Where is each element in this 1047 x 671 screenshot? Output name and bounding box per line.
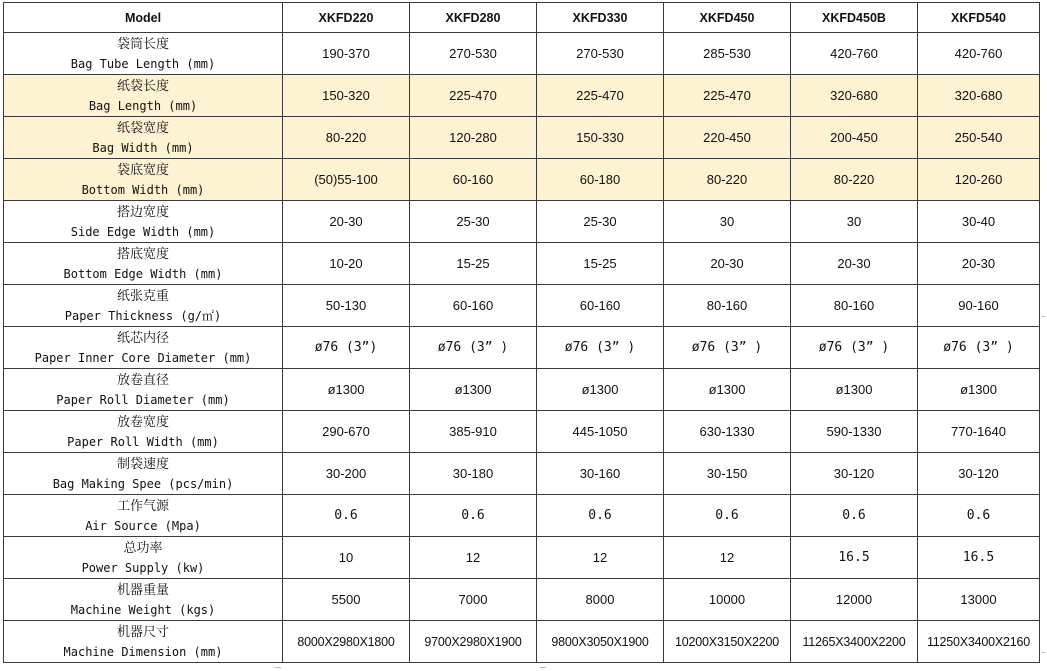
row-label-en: Bottom Edge Width (mm): [63, 266, 223, 281]
model-col-header: XKFD540: [918, 3, 1040, 33]
table-cell: ø1300: [283, 369, 410, 411]
table-cell: ø1300: [410, 369, 537, 411]
table-row: [4, 579, 1040, 621]
table-cell: 320-680: [791, 75, 918, 117]
table-cell: 60-160: [410, 285, 537, 327]
row-label-en: Air Source (Mpa): [85, 518, 201, 533]
table-cell: 13000: [918, 579, 1040, 621]
table-cell: 80-220: [664, 159, 791, 201]
row-label-zh: 搭底宽度: [116, 246, 169, 262]
table-cell: 225-470: [410, 75, 537, 117]
row-label-zh: 搭边宽度: [116, 204, 169, 220]
table-row: [4, 327, 1040, 369]
model-col-header: XKFD450B: [791, 3, 918, 33]
table-cell: 385-910: [410, 411, 537, 453]
row-label-en: Paper Roll Width (mm): [67, 434, 219, 449]
row-label-zh: 放卷宽度: [116, 414, 169, 430]
table-cell: 200-450: [791, 117, 918, 159]
row-label-zh: 工作气源: [116, 498, 169, 514]
table-cell: 770-1640: [918, 411, 1040, 453]
table-row: [4, 495, 1040, 537]
table-cell: ø76 (3” ): [791, 327, 918, 369]
table-cell: 0.6: [283, 495, 410, 537]
table-row: [4, 201, 1040, 243]
table-cell: 15-25: [410, 243, 537, 285]
table-cell: ø76 (3”): [283, 327, 410, 369]
table-cell: 50-130: [283, 285, 410, 327]
table-cell: 590-1330: [791, 411, 918, 453]
table-row: [4, 117, 1040, 159]
row-label: [4, 75, 283, 117]
table-cell: 30-120: [918, 453, 1040, 495]
table-cell: 270-530: [410, 33, 537, 75]
model-col-header: XKFD450: [664, 3, 791, 33]
table-row: [4, 621, 1040, 663]
table-cell: 12: [537, 537, 664, 579]
table-cell: 20-30: [918, 243, 1040, 285]
table-cell: 30-40: [918, 201, 1040, 243]
row-label-en: Bag Tube Length (mm): [70, 56, 216, 71]
row-label-zh: 放卷直径: [116, 372, 169, 388]
row-label-zh: 纸芯内径: [116, 330, 169, 346]
table-cell: 285-530: [664, 33, 791, 75]
spec-table: [3, 2, 1040, 663]
row-label: [4, 579, 283, 621]
table-cell: 80-220: [283, 117, 410, 159]
table-cell: 5500: [283, 579, 410, 621]
table-cell: 290-670: [283, 411, 410, 453]
row-label-en: Bag Width (mm): [92, 140, 194, 155]
table-cell: 420-760: [918, 33, 1040, 75]
row-label-en: Bag Making Spee (pcs/min): [52, 476, 234, 491]
row-label-en: Paper Thickness (g/㎡): [64, 308, 222, 323]
table-cell: 250-540: [918, 117, 1040, 159]
table-cell: ø76 (3” ): [664, 327, 791, 369]
row-label-en: Power Supply (kw): [81, 560, 205, 575]
model-col-header: XKFD220: [283, 3, 410, 33]
row-label-en: Side Edge Width (mm): [70, 224, 216, 239]
row-label-en: Machine Weight (kgs): [70, 602, 216, 617]
table-cell: 0.6: [918, 495, 1040, 537]
row-label-zh: 机器重量: [116, 582, 169, 598]
table-cell: ø1300: [664, 369, 791, 411]
row-label: [4, 201, 283, 243]
row-label-en: Paper Roll Diameter (mm): [56, 392, 230, 407]
table-cell: 10-20: [283, 243, 410, 285]
row-label: [4, 411, 283, 453]
table-cell: 8000: [537, 579, 664, 621]
table-cell: 11250X3400X2160: [918, 621, 1040, 663]
table-cell: 25-30: [537, 201, 664, 243]
table-cell: 120-260: [918, 159, 1040, 201]
table-cell: ø1300: [791, 369, 918, 411]
edge-mark: [540, 667, 546, 668]
row-label-en: Machine Dimension (mm): [63, 644, 223, 659]
table-cell: 60-160: [410, 159, 537, 201]
row-label-en: Bottom Width (mm): [81, 182, 205, 197]
table-cell: 25-30: [410, 201, 537, 243]
table-cell: 20-30: [283, 201, 410, 243]
table-cell: 30-120: [791, 453, 918, 495]
row-label-zh: 制袋速度: [116, 456, 169, 472]
table-cell: 10200X3150X2200: [664, 621, 791, 663]
table-cell: 190-370: [283, 33, 410, 75]
table-row: [4, 453, 1040, 495]
row-label: [4, 495, 283, 537]
row-label-zh: 袋底宽度: [116, 162, 169, 178]
table-row: [4, 159, 1040, 201]
row-label-zh: 纸袋宽度: [116, 120, 169, 136]
row-label-en: Paper Inner Core Diameter (mm): [34, 350, 252, 365]
table-cell: 30: [791, 201, 918, 243]
table-cell: ø76 (3” ): [537, 327, 664, 369]
table-cell: 60-180: [537, 159, 664, 201]
table-cell: 80-160: [664, 285, 791, 327]
table-cell: 30-150: [664, 453, 791, 495]
table-cell: 150-330: [537, 117, 664, 159]
table-cell: 630-1330: [664, 411, 791, 453]
table-cell: 270-530: [537, 33, 664, 75]
row-label-zh: 袋筒长度: [116, 36, 169, 52]
row-label: [4, 537, 283, 579]
table-cell: 20-30: [791, 243, 918, 285]
table-cell: 12: [664, 537, 791, 579]
header-row: [4, 3, 1040, 33]
table-cell: 225-470: [537, 75, 664, 117]
row-label: [4, 453, 283, 495]
edge-mark: [1042, 652, 1045, 653]
table-cell: 8000X2980X1800: [283, 621, 410, 663]
table-cell: 7000: [410, 579, 537, 621]
table-row: [4, 75, 1040, 117]
table-cell: 20-30: [664, 243, 791, 285]
table-cell: 15-25: [537, 243, 664, 285]
table-cell: 9800X3050X1900: [537, 621, 664, 663]
table-row: [4, 285, 1040, 327]
row-label-zh: 纸张克重: [116, 288, 169, 304]
row-label-en: Bag Length (mm): [88, 98, 198, 113]
table-cell: 16.5: [918, 537, 1040, 579]
row-label: [4, 117, 283, 159]
table-cell: 150-320: [283, 75, 410, 117]
edge-mark: [275, 667, 281, 668]
table-cell: 10000: [664, 579, 791, 621]
table-cell: 80-220: [791, 159, 918, 201]
model-col-header: XKFD330: [537, 3, 664, 33]
table-cell: 225-470: [664, 75, 791, 117]
row-label: [4, 33, 283, 75]
table-row: [4, 411, 1040, 453]
table-cell: 30: [664, 201, 791, 243]
table-cell: 320-680: [918, 75, 1040, 117]
table-cell: 30-160: [537, 453, 664, 495]
row-label: [4, 243, 283, 285]
row-label-zh: 机器尺寸: [116, 624, 169, 640]
table-cell: 220-450: [664, 117, 791, 159]
table-cell: ø76 (3” ): [918, 327, 1040, 369]
table-cell: 60-160: [537, 285, 664, 327]
row-label-zh: 纸袋长度: [116, 78, 169, 94]
row-label: [4, 285, 283, 327]
row-label-zh: 总功率: [123, 540, 163, 556]
table-cell: (50)55-100: [283, 159, 410, 201]
table-row: [4, 33, 1040, 75]
table-cell: 0.6: [410, 495, 537, 537]
table-cell: 16.5: [791, 537, 918, 579]
row-label: [4, 621, 283, 663]
table-cell: 80-160: [791, 285, 918, 327]
model-header: Model: [4, 3, 283, 33]
table-cell: 90-160: [918, 285, 1040, 327]
table-row: [4, 369, 1040, 411]
table-cell: 420-760: [791, 33, 918, 75]
row-label: [4, 159, 283, 201]
table-cell: ø1300: [918, 369, 1040, 411]
table-cell: 0.6: [537, 495, 664, 537]
table-cell: 120-280: [410, 117, 537, 159]
table-cell: ø76 (3” ): [410, 327, 537, 369]
table-row: [4, 243, 1040, 285]
table-cell: 0.6: [791, 495, 918, 537]
row-label: [4, 327, 283, 369]
table-cell: 9700X2980X1900: [410, 621, 537, 663]
table-cell: 30-180: [410, 453, 537, 495]
model-col-header: XKFD280: [410, 3, 537, 33]
table-cell: 445-1050: [537, 411, 664, 453]
row-label: [4, 369, 283, 411]
table-cell: 0.6: [664, 495, 791, 537]
table-cell: ø1300: [537, 369, 664, 411]
table-cell: 12000: [791, 579, 918, 621]
table-cell: 12: [410, 537, 537, 579]
table-cell: 10: [283, 537, 410, 579]
table-cell: 30-200: [283, 453, 410, 495]
table-row: [4, 537, 1040, 579]
edge-mark: [1042, 316, 1045, 317]
table-cell: 11265X3400X2200: [791, 621, 918, 663]
